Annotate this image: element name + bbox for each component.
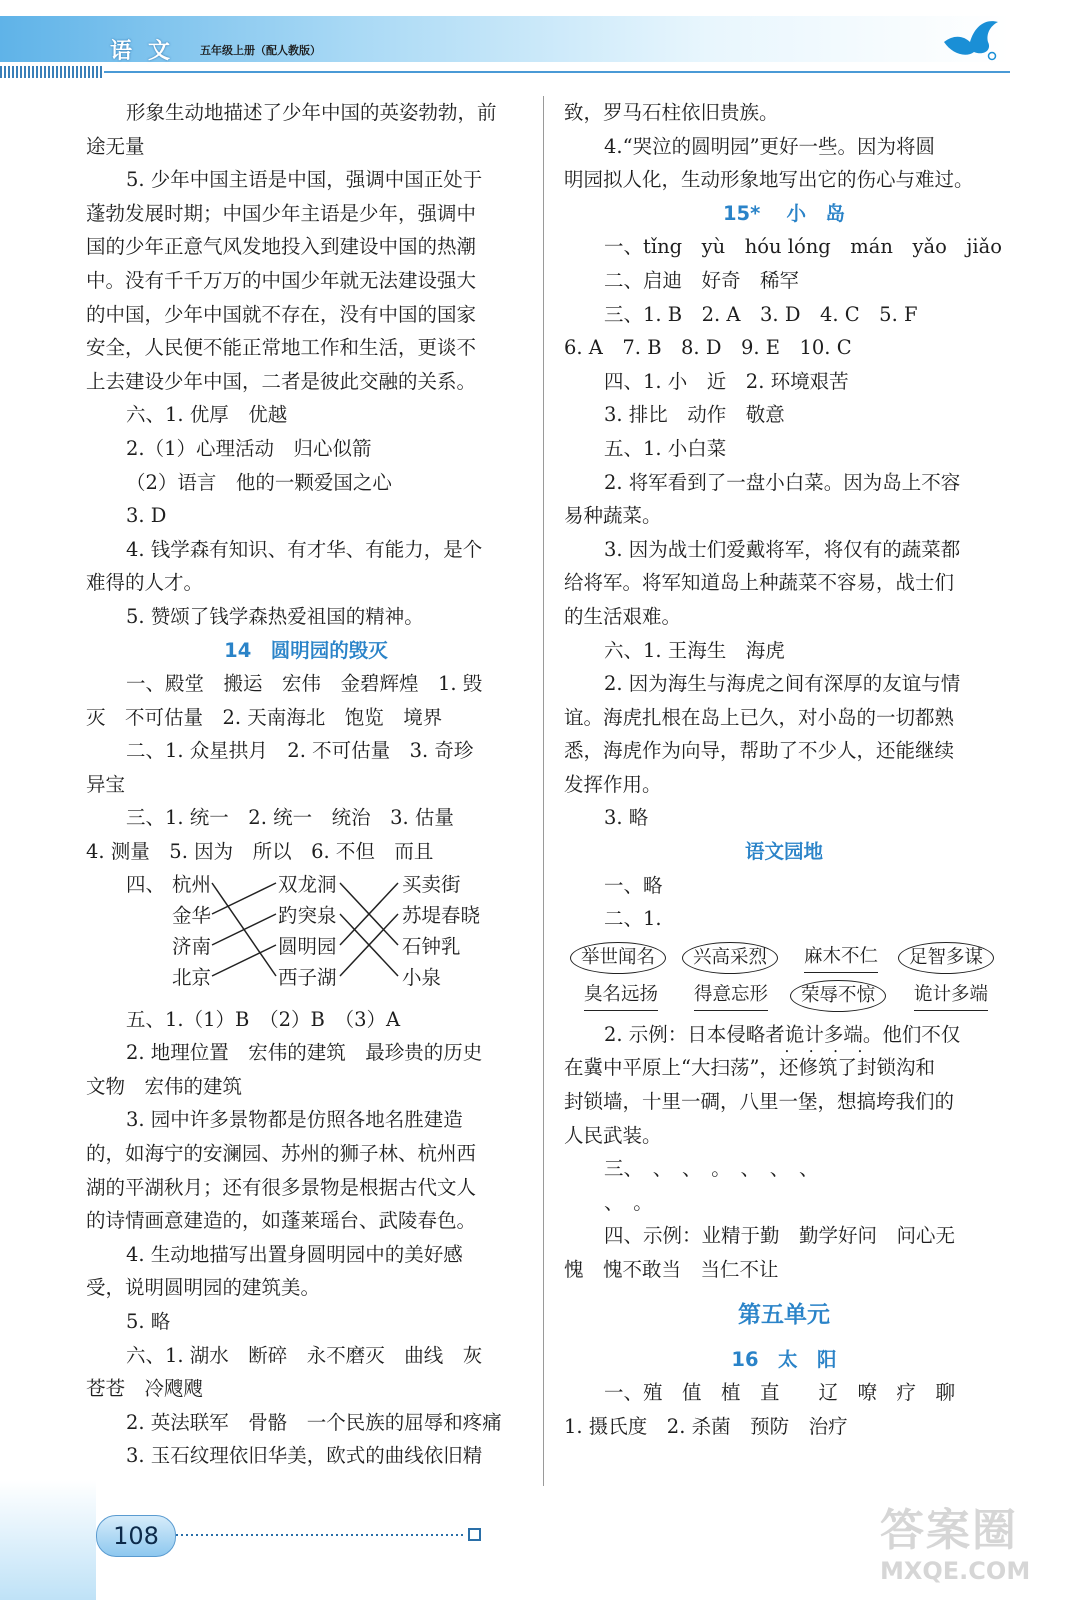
column-divider bbox=[543, 96, 544, 1486]
text-line: 二、1. bbox=[604, 907, 662, 931]
match-item: 济南 bbox=[172, 934, 212, 958]
footer-dotted-rule bbox=[176, 1534, 466, 1536]
match-item: 小泉 bbox=[402, 965, 442, 989]
text-line: 中。没有千千万万的中国少年就无法建设强大 bbox=[86, 268, 477, 292]
text-line: 愧 愧不敢当 当仁不让 bbox=[564, 1258, 779, 1281]
text-line: 明园拟人化，生动形象地写出它的伤心与难过。 bbox=[564, 168, 974, 192]
text-line: 、 。 bbox=[604, 1190, 653, 1214]
feature-column bbox=[402, 869, 480, 993]
text-line: 4. 测量 5. 因为 所以 6. 不但 而且 bbox=[86, 840, 434, 864]
match-item: 石钟乳 bbox=[402, 934, 461, 958]
match-item: 苏堤春晓 bbox=[402, 903, 481, 927]
text-line: 上去建设少年中国，二者是彼此交融的关系。 bbox=[86, 369, 477, 393]
text-line: 5. 略 bbox=[126, 1310, 171, 1333]
footer-band bbox=[0, 1480, 96, 1600]
lesson-16-heading: 16 太 阳 bbox=[731, 1347, 837, 1371]
text-line: 一、殿堂 搬运 宏伟 金碧辉煌 1. 毁 bbox=[126, 672, 483, 696]
header-ticks bbox=[0, 66, 104, 78]
text-line: 2. 因为海生与海虎之间有深厚的友谊与情 bbox=[604, 672, 961, 696]
text-line: 人民武装。 bbox=[564, 1123, 662, 1147]
text-line: 五、1. 小白菜 bbox=[604, 436, 727, 460]
text-line: 4.“哭泣的圆明园”更好一些。因为将圆 bbox=[604, 134, 936, 158]
text-line: 3. 玉石纹理依旧华美，欧式的曲线依旧精 bbox=[126, 1444, 483, 1468]
match-item: 趵突泉 bbox=[278, 903, 337, 927]
match-item: 北京 bbox=[172, 965, 212, 989]
idiom-underlined: 臭名远扬 bbox=[584, 980, 658, 1011]
header-grade: 五年级上册（配人教版） bbox=[200, 44, 321, 57]
text-line: 灭 不可估量 2. 天南海北 饱览 境界 bbox=[86, 705, 443, 729]
text-line: 3. 因为战士们爱戴将军，将仅有的蔬菜都 bbox=[604, 537, 961, 561]
header-subject: 语文 bbox=[110, 38, 187, 64]
idiom-circled: 荣辱不惊 bbox=[790, 980, 886, 1012]
text-line: 2. 将军看到了一盘小白菜。因为岛上不容 bbox=[604, 470, 961, 494]
text-line: 三、1. B 2. A 3. D 4. C 5. F bbox=[604, 302, 918, 326]
page-number: 108 bbox=[96, 1515, 176, 1557]
matching-prefix: 四、 bbox=[126, 872, 166, 896]
text-line: 三、 、 、 。 、 、 、 bbox=[604, 1157, 819, 1181]
wave-logo-icon bbox=[940, 12, 1002, 64]
idiom-circled: 兴高采烈 bbox=[682, 942, 778, 974]
text-line: 蓬勃发展时期；中国少年主语是少年，强调中 bbox=[86, 201, 477, 225]
text-line: 4. 钱学森有知识、有才华、有能力，是个 bbox=[126, 537, 483, 561]
idiom-circled: 举世闻名 bbox=[570, 942, 666, 974]
text-line: 易种蔬菜。 bbox=[564, 504, 662, 528]
text-line: 3. 略 bbox=[604, 806, 649, 830]
match-item: 金华 bbox=[172, 903, 212, 927]
text-line: 国的少年正意气风发地投入到建设中国的热潮 bbox=[86, 235, 477, 259]
text-line: 四、1. 小 近 2. 环境艰苦 bbox=[604, 369, 849, 393]
text-line: 形象生动地描述了少年中国的英姿勃勃，前 bbox=[126, 101, 497, 124]
text-line: 六、1. 优厚 优越 bbox=[126, 403, 288, 427]
left-column bbox=[86, 96, 526, 1473]
text-line: 一、略 bbox=[604, 873, 663, 897]
text-line: 苍苍 冷飕飕 bbox=[86, 1377, 204, 1401]
text-line: 在冀中平原上“大扫荡”，还修筑了封锁沟和 bbox=[564, 1056, 935, 1080]
text-line: 的生活艰难。 bbox=[564, 604, 682, 628]
text-line: 给将军。将军知道岛上种蔬菜不容易，战士们 bbox=[564, 571, 955, 595]
text-line: 六、1. 湖水 断碎 永不磨灭 曲线 灰 bbox=[126, 1343, 483, 1367]
text-line: 五、1.（1）B （2）B （3）A bbox=[126, 1007, 401, 1031]
text-line: 3. 排比 动作 敬意 bbox=[604, 403, 785, 427]
dotted-emphasis: 诡计多端 • • • • bbox=[785, 1018, 863, 1052]
text-line: 途无量 bbox=[86, 134, 145, 158]
text-line: 发挥作用。 bbox=[564, 772, 662, 796]
text-line: 的诗情画意建造的，如蓬莱瑶台、武陵春色。 bbox=[86, 1209, 477, 1233]
unit-5-heading: 第五单元 bbox=[738, 1301, 830, 1328]
text-line: 的中国，少年中国就不存在，没有中国的国家 bbox=[86, 302, 477, 326]
text-line: 2. 地理位置 宏伟的建筑 最珍贵的历史 bbox=[126, 1041, 483, 1065]
text-line: 6. A 7. B 8. D 9. E 10. C bbox=[564, 336, 852, 360]
text-line: 悉，海虎作为向导，帮助了不少人，还能继续 bbox=[564, 739, 955, 763]
text-line: 文物 宏伟的建筑 bbox=[86, 1074, 243, 1098]
match-item: 圆明园 bbox=[278, 934, 337, 958]
idiom-circled: 足智多谋 bbox=[898, 942, 994, 974]
text-line: 异宝 bbox=[86, 772, 126, 796]
text-line: 受，说明圆明园的建筑美。 bbox=[86, 1276, 321, 1300]
lesson-14-heading: 14 圆明园的毁灭 bbox=[224, 638, 388, 662]
yuwen-garden-heading: 语文园地 bbox=[744, 840, 823, 864]
watermark: 答案圈 MXQE.COM bbox=[880, 1505, 1031, 1585]
text-line: 5. 赞颂了钱学森热爱祖国的精神。 bbox=[126, 604, 424, 628]
scenery-column bbox=[278, 869, 337, 993]
text-line: 三、1. 统一 2. 统一 统治 3. 估量 bbox=[126, 806, 454, 830]
text-line: 2. 英法联军 骨骼 一个民族的屈辱和疼痛 bbox=[126, 1410, 502, 1434]
text-line: 3. 园中许多景物都是仿照各地名胜建造 bbox=[126, 1108, 463, 1132]
text-line: 一、殖 值 植 直 辽 嘹 疗 聊 bbox=[604, 1381, 956, 1405]
text-line: 5. 少年中国主语是中国，强调中国正处于 bbox=[126, 168, 483, 192]
idiom-underlined: 得意忘形 bbox=[694, 980, 768, 1011]
city-column bbox=[172, 869, 211, 993]
header-rule bbox=[104, 71, 1010, 73]
text-line: 二、1. 众星拱月 2. 不可估量 3. 奇珍 bbox=[126, 739, 474, 763]
text-line: 谊。海虎扎根在岛上已久，对小岛的一切都熟 bbox=[564, 705, 955, 729]
match-item: 双龙洞 bbox=[278, 872, 337, 896]
text-line: 2. 示例：日本侵略者诡计多端 • • • •。他们不仅 bbox=[564, 1018, 1004, 1052]
text-line: 1. 摄氏度 2. 杀菌 预防 治疗 bbox=[564, 1414, 848, 1438]
text-line: 的，如海宁的安澜园、苏州的狮子林、杭州西 bbox=[86, 1142, 477, 1166]
text-line: 难得的人才。 bbox=[86, 571, 204, 595]
idiom-underlined: 诡计多端 bbox=[914, 980, 988, 1011]
text-line: 致，罗马石柱依旧贵族。 bbox=[564, 101, 779, 124]
lesson-15-heading: 15* 小 岛 bbox=[722, 201, 846, 225]
text-line: （2）语言 他的一颗爱国之心 bbox=[126, 470, 392, 494]
text-line: 二、启迪 好奇 稀罕 bbox=[604, 268, 800, 292]
text-line: 3. D bbox=[126, 504, 167, 528]
idiom-grid bbox=[564, 936, 1004, 1018]
text-line: 四、示例：业精于勤 勤学好问 问心无 bbox=[604, 1224, 956, 1248]
matching-diagram bbox=[86, 869, 526, 1003]
text-line: 封锁墙，十里一碉，八里一堡，想搞垮我们的 bbox=[564, 1090, 955, 1114]
idiom-underlined: 麻木不仁 bbox=[804, 942, 878, 973]
text-line: 4. 生动地描写出置身圆明园中的美好感 bbox=[126, 1242, 463, 1266]
text-line: 安全，人民便不能正常地工作和生活，更谈不 bbox=[86, 336, 477, 360]
footer-square-icon bbox=[468, 1528, 481, 1541]
right-column bbox=[564, 96, 1004, 1443]
match-item: 买卖街 bbox=[402, 872, 461, 896]
text-line: 湖的平湖秋月；还有很多景物是根据古代文人 bbox=[86, 1175, 477, 1199]
page-header bbox=[0, 0, 1076, 80]
text-line: 一、tǐng yù hóu lóng mán yǎo jiǎo bbox=[604, 235, 1002, 259]
text-line: 六、1. 王海生 海虎 bbox=[604, 638, 785, 662]
match-item: 杭州 bbox=[172, 872, 212, 896]
match-item: 西子湖 bbox=[278, 965, 337, 989]
text-line: 2.（1）心理活动 归心似箭 bbox=[126, 436, 372, 460]
